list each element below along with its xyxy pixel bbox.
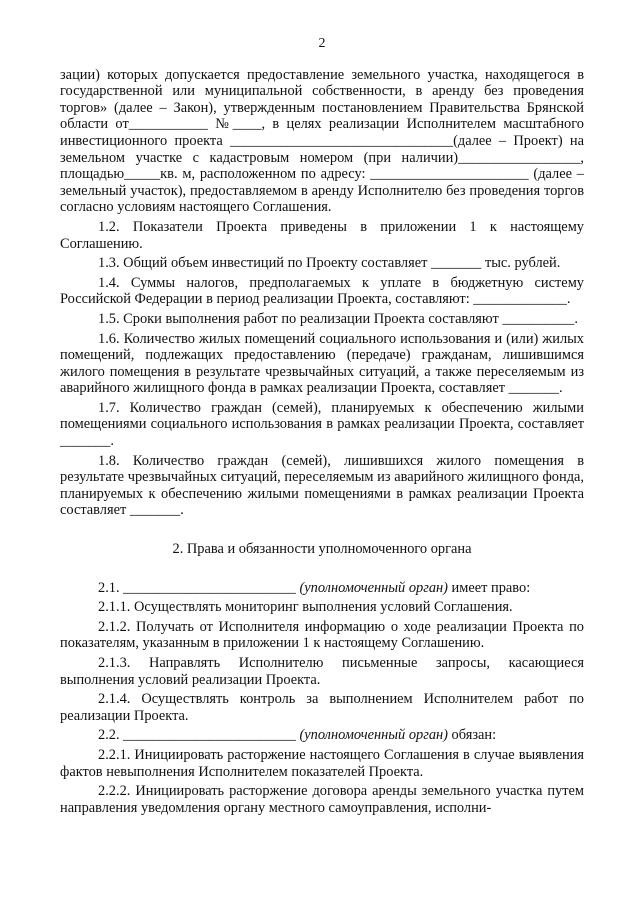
paragraph-1-5: 1.5. Сроки выполнения работ по реализации Проекта составляют __________. [98, 310, 578, 327]
paragraph-2-2-prefix: 2.2. ________________________ [98, 727, 300, 744]
paragraph-2-1-1: 2.1.1. Осуществлять мониторинг выполнения условий Соглашения. [98, 599, 513, 616]
paragraph-2-1-authority: (уполномоченный орган) [299, 579, 448, 596]
paragraph-intro: зации) которых допускается предоставление земельного участка, находящегося в государственной или муниципальной собственности, в аренду без проведения торгов» (далее – Закон), утвержденным постановлением Правительства Брянской области от___________ №____, в целях реализации Исполнителем масштабного инвестиционного проекта _______________________________(далее – Проект) на земельном участке с кадастровым номером (при наличии)_________________, площадью_____кв. м, расположенном по адресу: ______________________ (далее – земельный участок), предоставляемом в аренду Исполнителю без проведения торгов согласно условиям настоящего Соглашения. [60, 66, 584, 216]
paragraph-1-2: 1.2. Показатели Проекта приведены в приложении 1 к настоящему Соглашению. [60, 218, 584, 252]
paragraph-1-6: 1.6. Количество жилых помещений социального использования и (или) жилых помещений, подлежащих предоставлению (передаче) гражданам, лишившимся жилого помещения в результате чрезвычайных ситуаций, а также переселяемым из аварийного жилищного фонда в рамках реализации Проекта, составляет _______. [60, 330, 584, 397]
paragraph-2-1-prefix: 2.1. ________________________ [98, 579, 300, 596]
paragraph-2-2-authority: (уполномоченный орган) [299, 727, 448, 744]
paragraph-2-2-suffix: обязан: [447, 727, 497, 744]
section-2-heading: 2. Права и обязанности уполномоченного органа [172, 541, 472, 558]
paragraph-1-7: 1.7. Количество граждан (семей), планируемых к обеспечению жилыми помещениями социального использования в рамках реализации Проекта, составляет _______. [60, 399, 584, 450]
paragraph-2-2 [60, 727, 584, 744]
paragraph-2-1-2: 2.1.2. Получать от Исполнителя информацию о ходе реализации Проекта по показателям, указанным в приложении 1 к настоящему Соглашению. [60, 618, 584, 652]
paragraph-2-1-suffix: имеет право: [447, 579, 531, 596]
paragraph-2-1-4: 2.1.4. Осуществлять контроль за выполнением Исполнителем работ по реализации Проекта. [60, 691, 584, 724]
document-page [60, 36, 584, 819]
paragraph-1-3: 1.3. Общий объем инвестиций по Проекту составляет _______ тыс. рублей. [98, 255, 561, 272]
paragraph-2-1 [60, 580, 584, 597]
paragraph-2-1-3: 2.1.3. Направлять Исполнителю письменные запросы, касающиеся выполнения условий реализации Проекта. [60, 655, 584, 688]
paragraph-2-2-1: 2.2.1. Инициировать расторжение настоящего Соглашения в случае выявления фактов невыполнения Исполнителем показателей Проекта. [60, 746, 584, 780]
paragraph-2-2-2: 2.2.2. Инициировать расторжение договора аренды земельного участка путем направления уведомления органу местного самоуправления, исполни- [60, 783, 584, 816]
paragraph-1-8: 1.8. Количество граждан (семей), лишившихся жилого помещения в результате чрезвычайных ситуаций, переселяемым из аварийного жилищного фонда, планируемых к обеспечению жилыми помещениями в рамках реализации Проекта составляет _______. [60, 452, 584, 519]
page-number: 2 [318, 36, 326, 51]
paragraph-1-4: 1.4. Суммы налогов, предполагаемых к уплате в бюджетную систему Российской Федерации в период реализации Проекта, составляют: _____________. [60, 274, 584, 308]
